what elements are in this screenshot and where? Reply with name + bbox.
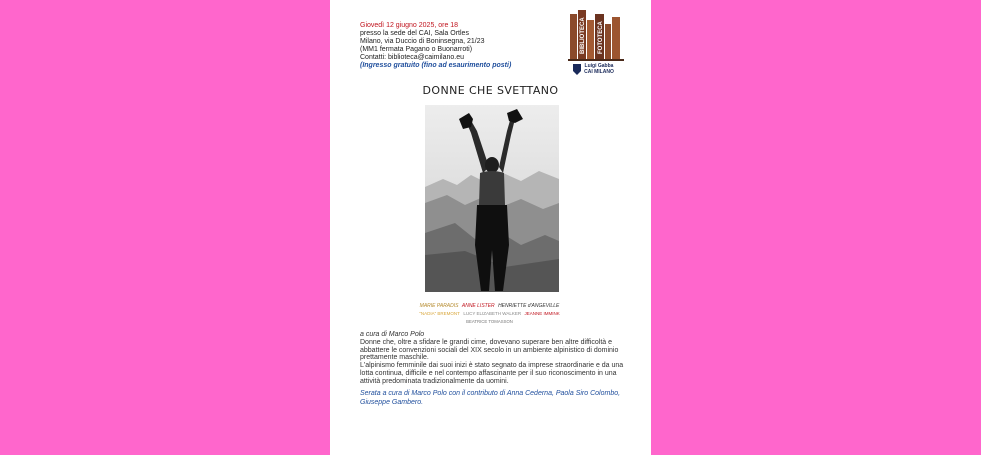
name-lucy-walker: LUCY ELIZABETH WALKER <box>463 311 522 316</box>
name-marie-paradis: MARIE PARADIS <box>419 303 459 309</box>
logo-book-label-2: FOTOTECA <box>598 21 604 54</box>
description-paragraph-2: L'alpinismo femminile dai suoi inizi è stato segnato da imprese straordinarie e da una lotta continua, difficile e nel contempo affascinante per il suo riconoscimento in una attività predominata tradizionalmente da uomini. <box>360 362 624 385</box>
event-poster <box>330 0 651 455</box>
names-row-3 <box>360 318 621 326</box>
name-nadia-bremont: "NADIA" BREMONT <box>419 311 460 316</box>
name-anne-lister: ANNE LISTER <box>461 303 495 309</box>
hero-photo <box>425 105 559 292</box>
poster-title: DONNE CHE SVETTANO <box>422 84 559 97</box>
names-row-2 <box>360 310 621 318</box>
event-address: Milano, via Duccio di Boninsegna, 21/23 <box>360 38 485 45</box>
serata-credits: Serata a cura di Marco Polo con il contributo di Anna Cederna, Paola Siro Colombo, Giuseppe Gambero. <box>360 390 621 406</box>
description <box>360 331 625 386</box>
name-henriette-dangeville: HENRIETTE d'ANGEVILLE <box>498 303 560 309</box>
head <box>485 157 499 173</box>
logo-caption <box>574 63 624 75</box>
logo-line-1: Luigi Gabba <box>584 63 614 69</box>
name-jeanne-immink: JEANNE IMMINK <box>524 311 560 316</box>
logo-book-label-1: BIBLIOTECA <box>580 17 586 54</box>
event-metro: (MM1 fermata Pagano o Buonarroti) <box>360 46 473 53</box>
event-entry-note: (Ingresso gratuito (fino ad esaurimento posti) <box>360 62 512 69</box>
bare-back <box>479 171 505 208</box>
names-row-1 <box>360 303 621 310</box>
event-contact: Contatti: biblioteca@caimilano.eu <box>360 54 464 61</box>
curated-by: a cura di Marco Polo <box>360 331 425 338</box>
description-paragraph-1: Donne che, oltre a sfidare le grandi cime, dovevano superare ben altre difficoltà e abbattere le convenzioni sociali del XIX secolo in un ambiente alpinistico di dominio prettamente maschile. <box>360 338 619 362</box>
name-beatrice-tomasson: BEATRICE TOMASSON <box>466 319 513 324</box>
event-venue: presso la sede del CAI, Sala Ortles <box>360 30 469 37</box>
logo-line-2: CAI MILANO <box>584 69 614 75</box>
mountaineer-names <box>360 303 621 326</box>
event-date: Giovedì 12 giugno 2025, ore 18 <box>360 22 459 29</box>
event-info <box>360 22 550 70</box>
